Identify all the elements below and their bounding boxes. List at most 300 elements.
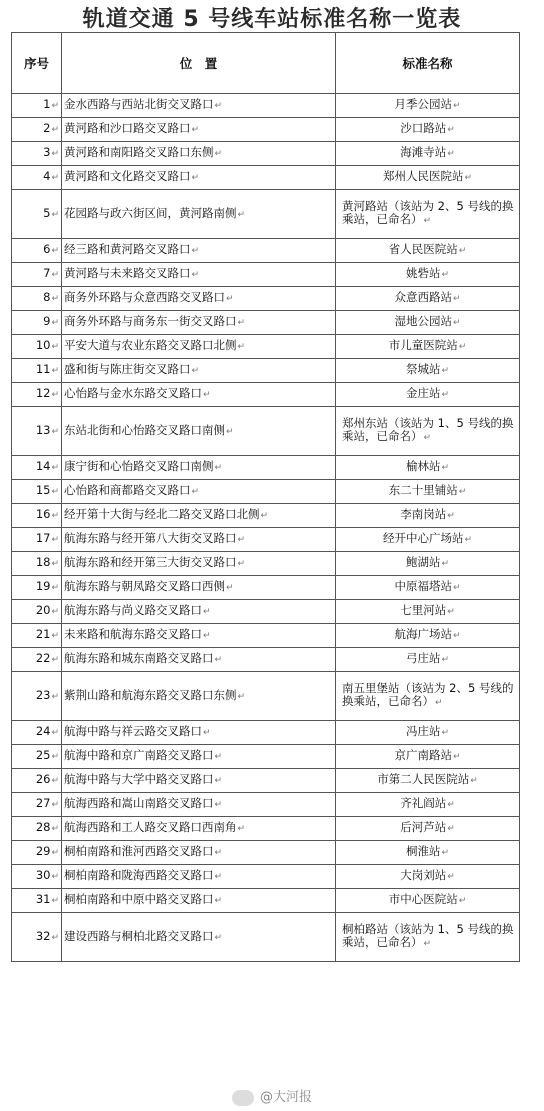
row-location-text: 建设西路与桐柏北路交叉路口 (64, 928, 214, 943)
row-station-name (336, 841, 520, 865)
paragraph-mark-icon: ↵ (51, 318, 59, 328)
paragraph-mark-icon: ↵ (470, 776, 478, 786)
paragraph-mark-icon: ↵ (441, 366, 450, 376)
row-station-name (336, 648, 520, 672)
row-number-text: 5 (43, 205, 51, 220)
row-number (12, 528, 62, 552)
row-location-text: 航海东路和经开第三大街交叉路口 (64, 555, 237, 569)
paragraph-mark-icon: ↵ (51, 342, 59, 352)
paragraph-mark-icon: ↵ (452, 318, 461, 328)
paragraph-mark-icon: ↵ (464, 173, 473, 183)
paragraph-mark-icon: ↵ (51, 487, 59, 497)
paragraph-mark-icon: ↵ (452, 294, 461, 304)
row-location (62, 407, 336, 456)
paragraph-mark-icon: ↵ (447, 800, 455, 810)
row-number-text: 20 (35, 603, 51, 617)
row-station-name (336, 504, 520, 528)
row-station-name-text: 鲍湖站 (405, 555, 441, 569)
row-location-text: 商务外环路与众意西路交叉路口 (64, 290, 225, 304)
row-station-name-text: 东二十里铺站 (388, 483, 458, 497)
row-location (62, 648, 336, 672)
row-location-text: 航海中路和京广南路交叉路口 (64, 748, 214, 762)
paragraph-mark-icon: ↵ (191, 125, 200, 135)
paragraph-mark-icon: ↵ (458, 896, 467, 906)
paragraph-mark-icon: ↵ (441, 848, 450, 858)
row-location (62, 190, 336, 239)
paragraph-mark-icon: ↵ (214, 655, 223, 665)
row-number (12, 118, 62, 142)
table-row (12, 817, 520, 841)
row-location (62, 239, 336, 263)
row-station-name (336, 94, 520, 118)
row-station-name-text: 大岗刘站 (400, 868, 447, 882)
paragraph-mark-icon: ↵ (51, 246, 59, 256)
row-number-text: 4 (43, 169, 51, 183)
paragraph-mark-icon: ↵ (441, 655, 450, 665)
row-station-name (336, 142, 520, 166)
row-location-text: 心怡路与金水东路交叉路口 (64, 386, 202, 400)
row-location-text: 航海东路与朝凤路交叉路口西侧 (64, 579, 225, 593)
paragraph-mark-icon: ↵ (51, 607, 59, 617)
paragraph-mark-icon: ↵ (51, 366, 59, 376)
row-location-text: 未来路和航海东路交叉路口 (64, 627, 202, 641)
table-row (12, 841, 520, 865)
row-station-name (336, 480, 520, 504)
paragraph-mark-icon: ↵ (51, 631, 59, 641)
paragraph-mark-icon: ↵ (214, 776, 223, 786)
row-station-name (336, 335, 520, 359)
paragraph-mark-icon: ↵ (51, 752, 59, 762)
row-station-name-text: 航海广场站 (394, 627, 452, 641)
row-station-name-text: 月季公园站 (394, 97, 452, 111)
weibo-logo-icon (232, 1090, 254, 1106)
row-number-text: 3 (43, 145, 51, 159)
header-name: 标准名称 (336, 33, 520, 94)
paragraph-mark-icon: ↵ (237, 691, 246, 702)
row-number-text: 14 (35, 459, 51, 473)
row-station-name-text: 经开中心广场站 (382, 531, 464, 545)
row-location-text: 航海中路与祥云路交叉路口 (64, 724, 202, 738)
paragraph-mark-icon: ↵ (51, 848, 59, 858)
paragraph-mark-icon: ↵ (51, 776, 59, 786)
row-station-name (336, 528, 520, 552)
paragraph-mark-icon: ↵ (452, 752, 461, 762)
paragraph-mark-icon: ↵ (214, 752, 223, 762)
paragraph-mark-icon: ↵ (452, 583, 461, 593)
row-location (62, 817, 336, 841)
row-location (62, 576, 336, 600)
watermark-text: @大河报 (260, 1090, 313, 1105)
paragraph-mark-icon: ↵ (237, 318, 246, 328)
row-number-text: 19 (35, 579, 51, 593)
row-station-name-text: 众意西路站 (394, 290, 452, 304)
paragraph-mark-icon: ↵ (441, 390, 450, 400)
row-number (12, 166, 62, 190)
table-row (12, 335, 520, 359)
header-num: 序号 (12, 33, 62, 94)
paragraph-mark-icon: ↵ (51, 932, 59, 943)
paragraph-mark-icon: ↵ (214, 463, 223, 473)
stations-table (11, 32, 520, 962)
paragraph-mark-icon: ↵ (51, 824, 59, 834)
paragraph-mark-icon: ↵ (447, 607, 455, 617)
row-number-text: 21 (35, 627, 51, 641)
row-location-text: 航海西路和嵩山南路交叉路口 (64, 796, 214, 810)
row-number-text: 13 (35, 422, 51, 437)
table-row (12, 793, 520, 817)
row-location-text: 平安大道与农业东路交叉路口北侧 (64, 338, 237, 352)
paragraph-mark-icon: ↵ (51, 149, 59, 159)
table-row (12, 142, 520, 166)
row-location (62, 672, 336, 721)
row-number-text: 22 (35, 651, 51, 665)
row-number-text: 23 (35, 687, 51, 702)
paragraph-mark-icon: ↵ (51, 173, 59, 183)
table-row (12, 576, 520, 600)
paragraph-mark-icon: ↵ (452, 631, 461, 641)
row-station-name-text: 祭城站 (405, 362, 441, 376)
paragraph-mark-icon: ↵ (447, 149, 455, 159)
row-station-name-text: 冯庄站 (405, 724, 441, 738)
row-station-name-text: 桐柏路站（该站为 1、5 号线的换乘站，已命名） (342, 922, 514, 949)
row-station-name-text: 郑州人民医院站 (382, 169, 464, 183)
row-location (62, 769, 336, 793)
row-station-name (336, 889, 520, 913)
row-station-name (336, 745, 520, 769)
row-station-name (336, 672, 520, 721)
paragraph-mark-icon: ↵ (237, 535, 246, 545)
row-number-text: 27 (35, 796, 51, 810)
table-row (12, 913, 520, 962)
row-location (62, 118, 336, 142)
row-location (62, 793, 336, 817)
paragraph-mark-icon: ↵ (458, 342, 467, 352)
row-station-name-text: 沙口路站 (400, 121, 447, 135)
paragraph-mark-icon: ↵ (214, 896, 223, 906)
table-row (12, 672, 520, 721)
row-station-name (336, 721, 520, 745)
table-row (12, 407, 520, 456)
row-number-text: 18 (35, 555, 51, 569)
paragraph-mark-icon: ↵ (51, 125, 59, 135)
row-number (12, 576, 62, 600)
row-location-text: 桐柏南路和淮河西路交叉路口 (64, 844, 214, 858)
paragraph-mark-icon: ↵ (51, 209, 59, 220)
row-station-name-text: 市第二人民医院站 (377, 772, 470, 786)
row-number (12, 865, 62, 889)
paragraph-mark-icon: ↵ (441, 270, 450, 280)
row-location-text: 航海东路与尚义路交叉路口 (64, 603, 202, 617)
row-number-text: 16 (35, 507, 51, 521)
row-number (12, 94, 62, 118)
row-location (62, 913, 336, 962)
table-row (12, 745, 520, 769)
paragraph-mark-icon: ↵ (447, 824, 455, 834)
row-location (62, 94, 336, 118)
row-location (62, 166, 336, 190)
paragraph-mark-icon: ↵ (51, 101, 59, 111)
paragraph-mark-icon: ↵ (51, 390, 59, 400)
paragraph-mark-icon: ↵ (423, 939, 432, 949)
row-number (12, 913, 62, 962)
row-number (12, 239, 62, 263)
paragraph-mark-icon: ↵ (441, 559, 450, 569)
row-number-text: 12 (35, 386, 51, 400)
paragraph-mark-icon: ↵ (51, 655, 59, 665)
row-number-text: 30 (35, 868, 51, 882)
row-location (62, 359, 336, 383)
row-number (12, 359, 62, 383)
row-number-text: 2 (43, 121, 51, 135)
row-number (12, 190, 62, 239)
row-location (62, 865, 336, 889)
row-number (12, 817, 62, 841)
row-number-text: 29 (35, 844, 51, 858)
row-station-name-text: 弓庄站 (405, 651, 441, 665)
row-location-text: 紫荆山路和航海东路交叉路口东侧 (64, 687, 237, 702)
row-station-name (336, 769, 520, 793)
row-station-name-text: 京广南路站 (394, 748, 452, 762)
row-number-text: 9 (43, 314, 51, 328)
row-number-text: 6 (43, 242, 51, 256)
table-row (12, 190, 520, 239)
row-number-text: 25 (35, 748, 51, 762)
paragraph-mark-icon: ↵ (214, 848, 223, 858)
paragraph-mark-icon: ↵ (458, 487, 467, 497)
paragraph-mark-icon: ↵ (51, 691, 59, 702)
row-location-text: 黄河路和文化路交叉路口 (64, 169, 191, 183)
row-location (62, 287, 336, 311)
row-station-name-text: 李南岗站 (400, 507, 447, 521)
row-station-name-text: 市儿童医院站 (388, 338, 458, 352)
row-number (12, 383, 62, 407)
row-station-name (336, 118, 520, 142)
row-location-text: 商务外环路与商务东一街交叉路口 (64, 314, 237, 328)
row-station-name (336, 913, 520, 962)
paragraph-mark-icon: ↵ (51, 426, 59, 437)
row-number-text: 17 (35, 531, 51, 545)
table-row (12, 287, 520, 311)
paragraph-mark-icon: ↵ (447, 125, 455, 135)
row-number (12, 504, 62, 528)
paragraph-mark-icon: ↵ (51, 800, 59, 810)
paragraph-mark-icon: ↵ (447, 511, 455, 521)
row-location (62, 841, 336, 865)
row-station-name-text: 南五里堡站（该站为 2、5 号线的换乘站，已命名） (342, 681, 514, 708)
row-station-name (336, 359, 520, 383)
row-number-text: 10 (35, 338, 51, 352)
table-row (12, 648, 520, 672)
paragraph-mark-icon: ↵ (458, 246, 467, 256)
row-location-text: 黄河路和沙口路交叉路口 (64, 121, 191, 135)
paragraph-mark-icon: ↵ (237, 342, 246, 352)
paragraph-mark-icon: ↵ (191, 487, 200, 497)
paragraph-mark-icon: ↵ (51, 728, 59, 738)
row-location-text: 桐柏南路和中原中路交叉路口 (64, 892, 214, 906)
row-number (12, 600, 62, 624)
paragraph-mark-icon: ↵ (452, 101, 461, 111)
table-row (12, 263, 520, 287)
paragraph-mark-icon: ↵ (226, 583, 234, 593)
row-location (62, 528, 336, 552)
row-station-name (336, 793, 520, 817)
paragraph-mark-icon: ↵ (51, 583, 59, 593)
row-station-name-text: 姚砦站 (405, 266, 441, 280)
row-station-name-text: 省人民医院站 (388, 242, 458, 256)
paragraph-mark-icon: ↵ (214, 800, 223, 810)
row-number (12, 648, 62, 672)
row-station-name-text: 市中心医院站 (388, 892, 458, 906)
paragraph-mark-icon: ↵ (51, 463, 59, 473)
paragraph-mark-icon: ↵ (226, 294, 234, 304)
paragraph-mark-icon: ↵ (203, 607, 211, 617)
row-number (12, 287, 62, 311)
row-number (12, 624, 62, 648)
row-station-name (336, 407, 520, 456)
row-location-text: 心怡路和商都路交叉路口 (64, 483, 191, 497)
table-row (12, 528, 520, 552)
row-station-name (336, 239, 520, 263)
row-station-name-text: 郑州东站（该站为 1、5 号线的换乘站，已命名） (342, 416, 514, 443)
row-station-name (336, 311, 520, 335)
row-location (62, 504, 336, 528)
row-number-text: 8 (43, 290, 51, 304)
row-station-name-text: 后河芦站 (400, 820, 447, 834)
table-row (12, 504, 520, 528)
paragraph-mark-icon: ↵ (237, 209, 246, 220)
paragraph-mark-icon: ↵ (441, 463, 450, 473)
row-number (12, 672, 62, 721)
row-station-name (336, 817, 520, 841)
row-location (62, 745, 336, 769)
row-station-name (336, 624, 520, 648)
row-location-text: 花园路与政六街区间，黄河路南侧 (64, 205, 237, 220)
row-location-text: 经三路和黄河路交叉路口 (64, 242, 191, 256)
row-station-name-text: 湿地公园站 (394, 314, 452, 328)
row-number-text: 1 (43, 97, 51, 111)
row-location-text: 航海东路与经开第八大街交叉路口 (64, 531, 237, 545)
table-row (12, 769, 520, 793)
header-location: 位 置 (62, 33, 336, 94)
paragraph-mark-icon: ↵ (260, 511, 269, 521)
row-location-text: 康宁街和心怡路交叉路口南侧 (64, 459, 214, 473)
paragraph-mark-icon: ↵ (51, 294, 59, 304)
row-location (62, 335, 336, 359)
row-number-text: 31 (35, 892, 51, 906)
row-location (62, 721, 336, 745)
row-location-text: 桐柏南路和陇海西路交叉路口 (64, 868, 214, 882)
row-number (12, 456, 62, 480)
paragraph-mark-icon: ↵ (51, 535, 59, 545)
row-station-name (336, 865, 520, 889)
paragraph-mark-icon: ↵ (191, 246, 200, 256)
table-row (12, 456, 520, 480)
row-number-text: 11 (35, 362, 51, 376)
row-station-name (336, 456, 520, 480)
paragraph-mark-icon: ↵ (51, 559, 59, 569)
paragraph-mark-icon: ↵ (226, 426, 234, 437)
row-number (12, 721, 62, 745)
row-number (12, 311, 62, 335)
row-station-name-text: 黄河路站（该站为 2、5 号线的换乘站，已命名） (342, 199, 514, 226)
row-number (12, 889, 62, 913)
table-row (12, 865, 520, 889)
table-row (12, 624, 520, 648)
row-station-name (336, 287, 520, 311)
row-number (12, 552, 62, 576)
row-station-name-text: 金庄站 (405, 386, 441, 400)
page-title: 轨道交通 5 号线车站标准名称一览表 (82, 7, 462, 32)
paragraph-mark-icon: ↵ (51, 896, 59, 906)
paragraph-mark-icon: ↵ (214, 149, 223, 159)
paragraph-mark-icon: ↵ (214, 872, 223, 882)
row-location-text: 金水西路与西站北街交叉路口 (64, 97, 214, 111)
row-number-text: 7 (43, 266, 51, 280)
paragraph-mark-icon: ↵ (51, 511, 59, 521)
row-location-text: 黄河路与未来路交叉路口 (64, 266, 191, 280)
paragraph-mark-icon: ↵ (191, 366, 200, 376)
paragraph-mark-icon: ↵ (447, 872, 455, 882)
row-location (62, 889, 336, 913)
paragraph-mark-icon: ↵ (51, 270, 59, 280)
row-station-name-text: 桐淮站 (405, 844, 441, 858)
paragraph-mark-icon: ↵ (423, 216, 432, 226)
paragraph-mark-icon: ↵ (203, 728, 211, 738)
row-station-name (336, 383, 520, 407)
paragraph-mark-icon: ↵ (191, 270, 200, 280)
row-location (62, 624, 336, 648)
paragraph-mark-icon: ↵ (237, 824, 246, 834)
table-body (12, 94, 520, 962)
row-station-name (336, 166, 520, 190)
table-row (12, 166, 520, 190)
table-row (12, 118, 520, 142)
row-station-name-text: 榆林站 (405, 459, 441, 473)
row-location (62, 480, 336, 504)
row-number-text: 15 (35, 483, 51, 497)
row-location-text: 东站北街和心怡路交叉路口南侧 (64, 422, 225, 437)
row-location (62, 311, 336, 335)
row-number (12, 407, 62, 456)
row-location (62, 600, 336, 624)
row-station-name (336, 576, 520, 600)
row-number (12, 263, 62, 287)
paragraph-mark-icon: ↵ (214, 101, 223, 111)
paragraph-mark-icon: ↵ (51, 872, 59, 882)
row-number (12, 142, 62, 166)
paragraph-mark-icon: ↵ (441, 728, 450, 738)
table-row (12, 311, 520, 335)
paragraph-mark-icon: ↵ (214, 932, 223, 943)
paragraph-mark-icon: ↵ (464, 535, 473, 545)
paragraph-mark-icon: ↵ (237, 559, 246, 569)
row-station-name-text: 齐礼阎站 (400, 796, 447, 810)
row-number (12, 745, 62, 769)
row-location (62, 383, 336, 407)
row-location-text: 航海西路和工人路交叉路口西南角 (64, 820, 237, 834)
row-station-name-text: 七里河站 (400, 603, 447, 617)
row-number-text: 28 (35, 820, 51, 834)
row-number-text: 24 (35, 724, 51, 738)
table-row (12, 480, 520, 504)
row-number (12, 769, 62, 793)
table-header-row (12, 33, 520, 94)
row-location (62, 456, 336, 480)
row-location-text: 盛和街与陈庄街交叉路口 (64, 362, 191, 376)
row-number (12, 841, 62, 865)
row-location (62, 552, 336, 576)
row-location-text: 航海东路和城东南路交叉路口 (64, 651, 214, 665)
